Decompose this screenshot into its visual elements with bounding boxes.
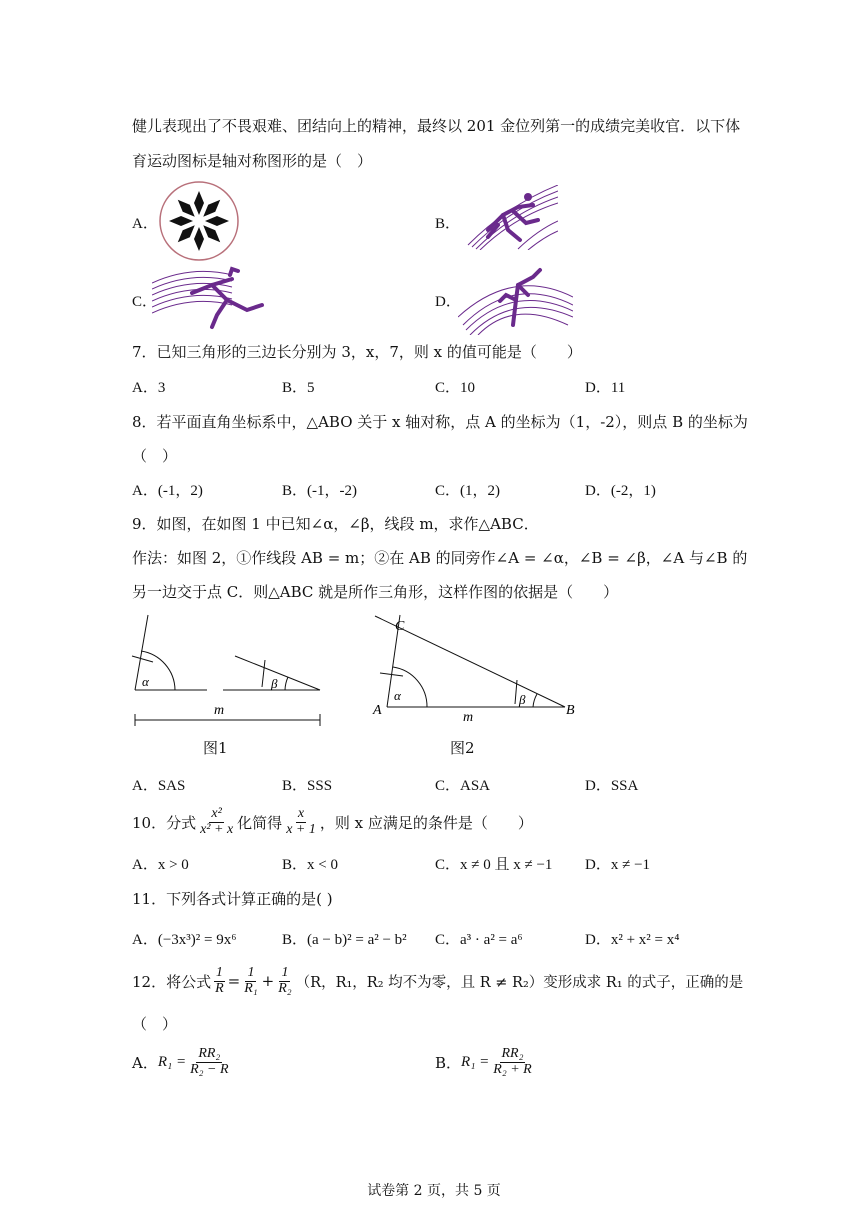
q8-line1: 8．若平面直角坐标系中，△ABO 关于 x 轴对称，点 A 的坐标为（1，-2），则点 B 的坐标为 [132, 413, 748, 431]
figure-1-angles [125, 610, 330, 740]
q12-option-a[interactable]: A． R₁ = $\frac{\text{RR₂}}{\text{R₂ − R}}$ [132, 1045, 229, 1077]
q7-option-c[interactable]: C．10 [435, 380, 476, 396]
q9-option-b[interactable]: B．SSS [282, 778, 333, 794]
fig2-c-label: C [395, 619, 405, 634]
q10-fraction-2: $\frac{x}{x + 1}$ [286, 805, 316, 837]
fig2-a-label: A [373, 703, 382, 718]
q12-fraction-r1: $\frac{1}{\text{R₁}}$ [244, 964, 258, 996]
fig2-beta-label: β [519, 692, 526, 707]
skating-figure-icon [152, 265, 277, 330]
q9-option-c[interactable]: C．ASA [435, 778, 491, 794]
q8-line2: （ ） [132, 447, 178, 465]
q11-option-d[interactable]: D．x² + x² = x⁴ [585, 932, 680, 948]
q12-plus: + [261, 972, 275, 990]
page-footer: 试卷第 2 页，共 5 页 [367, 1183, 501, 1199]
fig2-b-label: B [566, 703, 575, 718]
q12-prefix: 12．将公式 [132, 972, 212, 991]
q10-prefix: 10．分式 [132, 813, 197, 832]
q8-option-b[interactable]: B．(-1，-2) [282, 483, 357, 499]
fig2-caption: 图2 [450, 739, 475, 757]
q10-option-d[interactable]: D．x ≠ −1 [585, 857, 651, 873]
q11-option-a[interactable]: A．(−3x³)² = 9x⁶ [132, 932, 237, 948]
q7-option-b[interactable]: B．5 [282, 380, 315, 396]
q12-fraction-lhs: $\frac{1}{R}$ [215, 964, 224, 996]
q11-stem: 11．下列各式计算正确的是( ) [132, 890, 333, 908]
q6-line1: 健儿表现出了不畏艰难、团结向上的精神，最终以 201 金位列第一的成绩完美收官．以下体 [132, 117, 741, 135]
fig2-alpha-label: α [394, 688, 401, 703]
snowflake-sport-icon [158, 180, 240, 262]
q9-option-d[interactable]: D．SSA [585, 778, 639, 794]
q7-stem: 7．已知三角形的三边长分别为 3，x，7，则 x 的值可能是（ ） [132, 343, 582, 361]
q10-fraction-1: $\frac{\text{x²}}{\text{x² + x}}$ [200, 805, 234, 837]
q7-option-d[interactable]: D．11 [585, 380, 626, 396]
q11-option-c[interactable]: C．a³ · a² = a⁶ [435, 932, 523, 948]
q10-option-a[interactable]: A．x > 0 [132, 857, 189, 873]
dancer-figure-icon [458, 265, 573, 335]
fig1-alpha-label: α [142, 674, 149, 689]
q8-option-a[interactable]: A．(-1，2) [132, 483, 203, 499]
q6-option-d[interactable]: D． [435, 294, 461, 310]
q12-stem [132, 960, 743, 1002]
q10-mid: 化简得 [237, 813, 283, 832]
q12-option-a-fraction: $\frac{\text{RR₂}}{\text{R₂ − R}}$ [190, 1045, 229, 1077]
fig2-m-label: m [463, 710, 474, 725]
q8-option-c[interactable]: C．(1，2) [435, 483, 500, 499]
q10-stem [132, 802, 533, 842]
fig1-caption: 图1 [203, 739, 228, 757]
figure-2-triangle [365, 610, 585, 725]
q7-option-a[interactable]: A．3 [132, 380, 166, 396]
q6-option-c[interactable]: C． [132, 294, 158, 310]
q9-line1: 9．如图，在如图 1 中已知∠α，∠β，线段 m，求作△ABC． [132, 515, 539, 533]
q12-fraction-r2: $\frac{1}{\text{R₂}}$ [278, 964, 292, 996]
q11-option-b[interactable]: B．(a − b)² = a² − b² [282, 932, 407, 948]
q10-option-b[interactable]: B．x < 0 [282, 857, 338, 873]
q6-option-a[interactable]: A． [132, 216, 158, 232]
q8-option-d[interactable]: D．(-2，1) [585, 483, 656, 499]
q12-equals: = [227, 972, 241, 990]
q12-suffix: （R，R₁，R₂ 均不为零，且 R ≠ R₂）变形成求 R₁ 的式子，正确的是 [295, 974, 744, 991]
q12-option-b-fraction: $\frac{\text{RR₂}}{\text{R₂ + R}}$ [493, 1045, 532, 1077]
q12-option-b[interactable]: B． R₁ = $\frac{\text{RR₂}}{\text{R₂ + R}}$ [435, 1045, 532, 1077]
q9-option-a[interactable]: A．SAS [132, 778, 186, 794]
q12-line2: （ ） [132, 1015, 178, 1033]
q10-suffix: ，则 x 应满足的条件是（ ） [319, 813, 533, 832]
q9-line2: 作法：如图 2，①作线段 AB = m；②在 AB 的同旁作∠A = ∠α，∠B = ∠β，∠A 与∠B 的 [132, 549, 748, 567]
running-figure-icon [458, 185, 558, 250]
q10-option-c[interactable]: C．x ≠ 0 且 x ≠ −1 [435, 857, 553, 873]
fig1-beta-label: β [271, 676, 278, 691]
q6-line2: 育运动图标是轴对称图形的是（ ） [132, 152, 373, 170]
fig1-m-label: m [214, 703, 225, 718]
q6-option-b[interactable]: B． [435, 216, 461, 232]
q9-line3: 另一边交于点 C．则△ABC 就是所作三角形，这样作图的依据是（ ） [132, 583, 619, 601]
